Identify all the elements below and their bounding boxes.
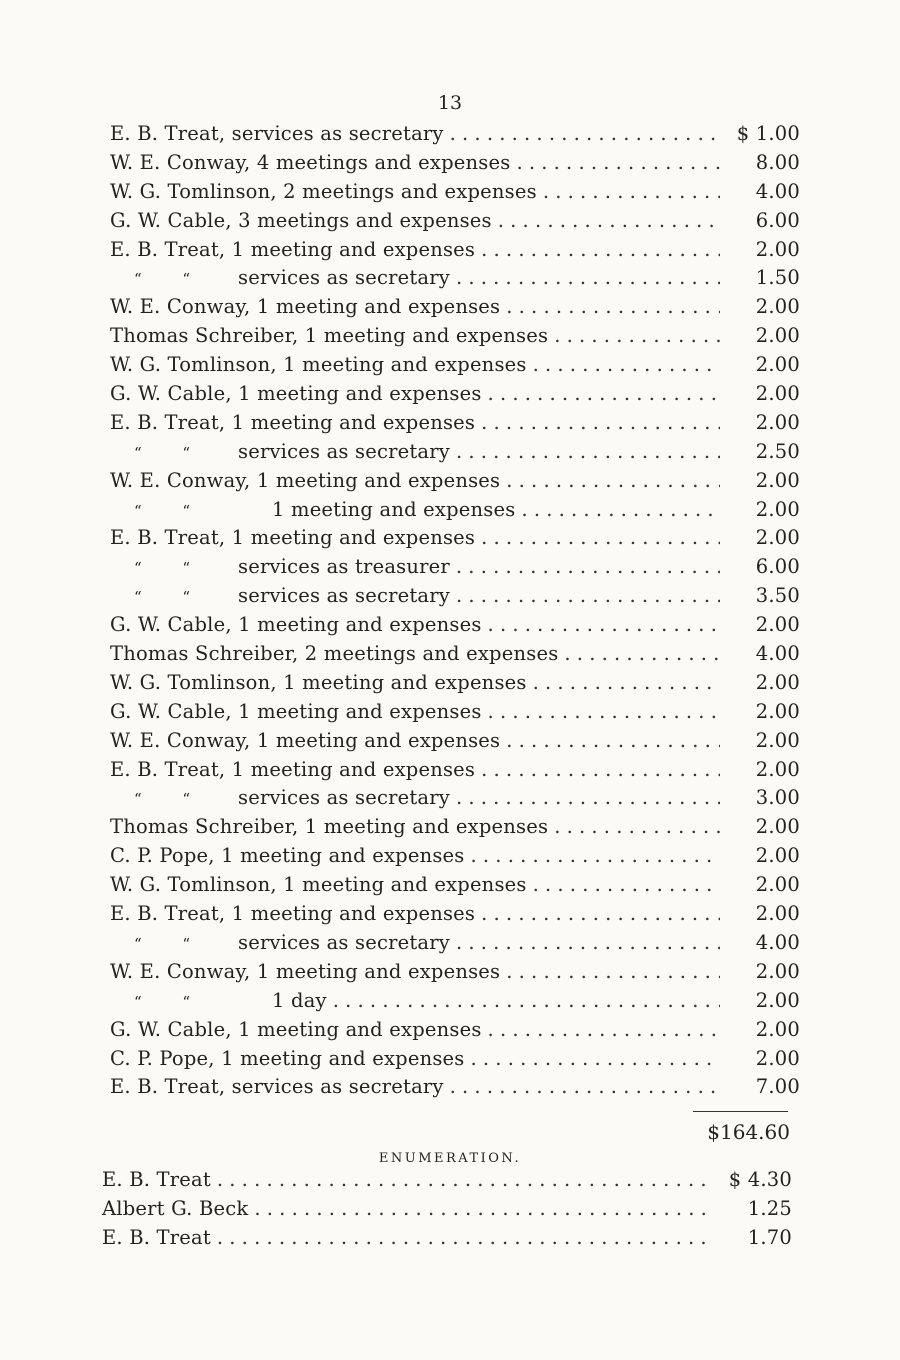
ledger-entry-name: E. B. Treat, 1 meeting and expenses bbox=[110, 410, 476, 434]
ledger-entry-name: W. E. Conway, 1 meeting and expenses bbox=[110, 295, 501, 319]
ledger-entry-name: W. G. Tomlinson, 1 meeting and expenses bbox=[110, 353, 527, 377]
dot-leader bbox=[521, 498, 720, 521]
dot-leader bbox=[471, 1047, 720, 1070]
ledger-row bbox=[110, 700, 800, 729]
ledger-row bbox=[110, 382, 800, 411]
enumeration-row bbox=[102, 1226, 792, 1255]
dot-leader bbox=[254, 1197, 712, 1220]
ledger-entry-amount: 2.00 bbox=[755, 410, 800, 434]
ledger-entry-amount: 4.00 bbox=[755, 642, 800, 666]
dot-leader bbox=[516, 151, 720, 174]
ledger-entry-name: G. W. Cable, 1 meeting and expenses bbox=[110, 699, 482, 723]
dot-leader bbox=[488, 1018, 720, 1041]
ledger-entry-amount: 2.00 bbox=[755, 815, 800, 839]
ledger-entry-amount: 2.00 bbox=[755, 1046, 800, 1070]
dot-leader bbox=[481, 758, 720, 781]
enumeration-ledger bbox=[102, 1168, 792, 1255]
ledger-entry-amount: 2.00 bbox=[755, 353, 800, 377]
ledger-entry-amount: 2.00 bbox=[755, 324, 800, 348]
dot-leader bbox=[456, 786, 720, 809]
ledger-row bbox=[110, 642, 800, 671]
ledger-row bbox=[110, 931, 800, 960]
ledger-entry-amount: 2.00 bbox=[755, 468, 800, 492]
ledger-entry-description: 1 day bbox=[272, 988, 327, 1012]
dot-leader bbox=[498, 209, 720, 232]
dot-leader bbox=[506, 729, 720, 752]
ledger-entry-name: G. W. Cable, 1 meeting and expenses bbox=[110, 382, 482, 406]
ledger-entry-name: W. E. Conway, 4 meetings and expenses bbox=[110, 150, 511, 174]
ledger-row bbox=[110, 555, 800, 584]
enumeration-entry-name: E. B. Treat bbox=[102, 1168, 211, 1191]
dot-leader bbox=[456, 584, 720, 607]
ledger-entry-amount: 7.00 bbox=[755, 1075, 800, 1099]
enumeration-entry-amount: 1.70 bbox=[747, 1226, 792, 1249]
ledger-row bbox=[110, 498, 800, 527]
ledger-row bbox=[110, 758, 800, 787]
ledger-entry-amount: 8.00 bbox=[755, 150, 800, 174]
ledger-row bbox=[110, 295, 800, 324]
dot-leader bbox=[456, 931, 720, 954]
dot-leader bbox=[481, 526, 720, 549]
dot-leader bbox=[450, 1075, 720, 1098]
ditto-marks: “ “ bbox=[134, 443, 209, 462]
enumeration-entry-amount: $ 4.30 bbox=[728, 1168, 792, 1191]
enumeration-heading: ENUMERATION. bbox=[378, 1151, 522, 1166]
dot-leader bbox=[506, 960, 720, 983]
ledger-row bbox=[110, 671, 800, 700]
ledger-entry-name: E. B. Treat, 1 meeting and expenses bbox=[110, 902, 476, 926]
dot-leader bbox=[543, 180, 720, 203]
ledger-row bbox=[110, 902, 800, 931]
ledger-entry-description: services as secretary bbox=[238, 930, 450, 954]
ledger-entry-amount: 2.00 bbox=[755, 959, 800, 983]
ledger-entry-amount: 2.00 bbox=[755, 844, 800, 868]
ledger-entry-amount: 2.00 bbox=[755, 382, 800, 406]
ledger-row bbox=[110, 324, 800, 353]
ditto-marks: “ “ bbox=[134, 501, 209, 520]
ditto-marks: “ “ bbox=[134, 992, 209, 1011]
dot-leader bbox=[533, 873, 720, 896]
ledger-row bbox=[110, 1047, 800, 1076]
enumeration-entry-name: E. B. Treat bbox=[102, 1226, 211, 1249]
ledger-row bbox=[110, 469, 800, 498]
ledger-entry-name: G. W. Cable, 3 meetings and expenses bbox=[110, 208, 492, 232]
ledger-entry-name: W. G. Tomlinson, 2 meetings and expenses bbox=[110, 179, 537, 203]
ledger-entry-name: E. B. Treat, 1 meeting and expenses bbox=[110, 526, 476, 550]
ledger-row bbox=[110, 815, 800, 844]
ledger-entry-name: C. P. Pope, 1 meeting and expenses bbox=[110, 844, 465, 868]
ledger-entry-amount: 2.00 bbox=[755, 757, 800, 781]
ledger-row bbox=[110, 151, 800, 180]
ledger-total: $164.60 bbox=[707, 1120, 790, 1144]
ledger-entry-name: Thomas Schreiber, 1 meeting and expenses bbox=[110, 815, 549, 839]
dot-leader bbox=[533, 353, 720, 376]
ledger-row bbox=[110, 1018, 800, 1047]
dot-leader bbox=[564, 642, 720, 665]
ledger-entry-amount: 2.50 bbox=[755, 439, 800, 463]
ledger-entry-amount: 2.00 bbox=[755, 873, 800, 897]
ledger-entry-name: W. E. Conway, 1 meeting and expenses bbox=[110, 468, 501, 492]
ledger-entry-name: W. G. Tomlinson, 1 meeting and expenses bbox=[110, 670, 527, 694]
ledger-row bbox=[110, 989, 800, 1018]
ledger-entry-name: W. G. Tomlinson, 1 meeting and expenses bbox=[110, 873, 527, 897]
ledger-row bbox=[110, 440, 800, 469]
ledger-entry-name: G. W. Cable, 1 meeting and expenses bbox=[110, 613, 482, 637]
dot-leader bbox=[533, 671, 720, 694]
ledger-entry-name: E. B. Treat, 1 meeting and expenses bbox=[110, 237, 476, 261]
ledger-entry-description: services as secretary bbox=[238, 439, 450, 463]
dot-leader bbox=[554, 815, 720, 838]
enumeration-entry-name: Albert G. Beck bbox=[102, 1197, 249, 1220]
ledger-entry-amount: 2.00 bbox=[755, 237, 800, 261]
dot-leader bbox=[456, 555, 720, 578]
ledger-row bbox=[110, 411, 800, 440]
ledger-entry-amount: 3.00 bbox=[755, 786, 800, 810]
enumeration-row bbox=[102, 1168, 792, 1197]
ledger-entry-name: E. B. Treat, services as secretary bbox=[110, 1075, 444, 1099]
ledger-row bbox=[110, 122, 800, 151]
ditto-marks: “ “ bbox=[134, 934, 209, 953]
ledger-entry-amount: 2.00 bbox=[755, 497, 800, 521]
dot-leader bbox=[481, 238, 720, 261]
dot-leader bbox=[450, 122, 720, 145]
ledger-entry-amount: 1.50 bbox=[755, 266, 800, 290]
ledger-entry-amount: 2.00 bbox=[755, 670, 800, 694]
dot-leader bbox=[471, 844, 720, 867]
ledger-entry-description: services as secretary bbox=[238, 584, 450, 608]
ditto-marks: “ “ bbox=[134, 790, 209, 809]
ledger-row bbox=[110, 584, 800, 613]
dot-leader bbox=[488, 700, 720, 723]
ledger-row bbox=[110, 266, 800, 295]
ledger-row bbox=[110, 786, 800, 815]
ledger-entry-description: services as treasurer bbox=[238, 555, 450, 579]
dot-leader bbox=[217, 1168, 712, 1191]
ledger-entry-name: W. E. Conway, 1 meeting and expenses bbox=[110, 959, 501, 983]
dot-leader bbox=[217, 1226, 712, 1249]
dot-leader bbox=[333, 989, 720, 1012]
ledger-row bbox=[110, 613, 800, 642]
dot-leader bbox=[481, 902, 720, 925]
total-rule bbox=[693, 1111, 788, 1112]
ledger-entry-amount: 2.00 bbox=[755, 902, 800, 926]
ledger-row bbox=[110, 873, 800, 902]
dot-leader bbox=[506, 295, 720, 318]
ledger-entry-amount: 2.00 bbox=[755, 526, 800, 550]
ledger-entry-amount: $ 1.00 bbox=[736, 122, 800, 145]
ledger-entry-amount: 2.00 bbox=[755, 295, 800, 319]
ledger-entry-name: Thomas Schreiber, 2 meetings and expenses bbox=[110, 642, 559, 666]
ledger-entry-description: services as secretary bbox=[238, 266, 450, 290]
enumeration-entry-amount: 1.25 bbox=[747, 1197, 792, 1220]
ledger-entry-amount: 2.00 bbox=[755, 699, 800, 723]
ledger-entry-amount: 2.00 bbox=[755, 728, 800, 752]
ditto-marks: “ “ bbox=[134, 270, 209, 289]
ledger-entry-amount: 2.00 bbox=[755, 1017, 800, 1041]
ledger-entry-amount: 6.00 bbox=[755, 555, 800, 579]
ledger-row bbox=[110, 353, 800, 382]
ditto-marks: “ “ bbox=[134, 559, 209, 578]
dot-leader bbox=[554, 324, 720, 347]
ditto-marks: “ “ bbox=[134, 588, 209, 607]
ledger-entry-amount: 6.00 bbox=[755, 208, 800, 232]
ledger-entry-amount: 4.00 bbox=[755, 179, 800, 203]
expense-ledger bbox=[110, 122, 800, 1104]
ledger-entry-name: E. B. Treat, services as secretary bbox=[110, 122, 444, 145]
ledger-row bbox=[110, 960, 800, 989]
dot-leader bbox=[481, 411, 720, 434]
ledger-row bbox=[110, 238, 800, 267]
ledger-entry-name: C. P. Pope, 1 meeting and expenses bbox=[110, 1046, 465, 1070]
ledger-row bbox=[110, 729, 800, 758]
ledger-entry-amount: 3.50 bbox=[755, 584, 800, 608]
dot-leader bbox=[506, 469, 720, 492]
ledger-entry-description: 1 meeting and expenses bbox=[272, 497, 516, 521]
dot-leader bbox=[456, 266, 720, 289]
ledger-row bbox=[110, 844, 800, 873]
ledger-entry-name: E. B. Treat, 1 meeting and expenses bbox=[110, 757, 476, 781]
ledger-entry-name: G. W. Cable, 1 meeting and expenses bbox=[110, 1017, 482, 1041]
ledger-row bbox=[110, 180, 800, 209]
page-number: 13 bbox=[437, 92, 463, 114]
ledger-entry-amount: 2.00 bbox=[755, 988, 800, 1012]
enumeration-row bbox=[102, 1197, 792, 1226]
ledger-entry-description: services as secretary bbox=[238, 786, 450, 810]
ledger-row bbox=[110, 1075, 800, 1104]
dot-leader bbox=[488, 613, 720, 636]
ledger-entry-amount: 4.00 bbox=[755, 930, 800, 954]
dot-leader bbox=[456, 440, 720, 463]
dot-leader bbox=[488, 382, 720, 405]
ledger-entry-amount: 2.00 bbox=[755, 613, 800, 637]
ledger-row bbox=[110, 209, 800, 238]
ledger-entry-name: W. E. Conway, 1 meeting and expenses bbox=[110, 728, 501, 752]
ledger-entry-name: Thomas Schreiber, 1 meeting and expenses bbox=[110, 324, 549, 348]
ledger-row bbox=[110, 526, 800, 555]
